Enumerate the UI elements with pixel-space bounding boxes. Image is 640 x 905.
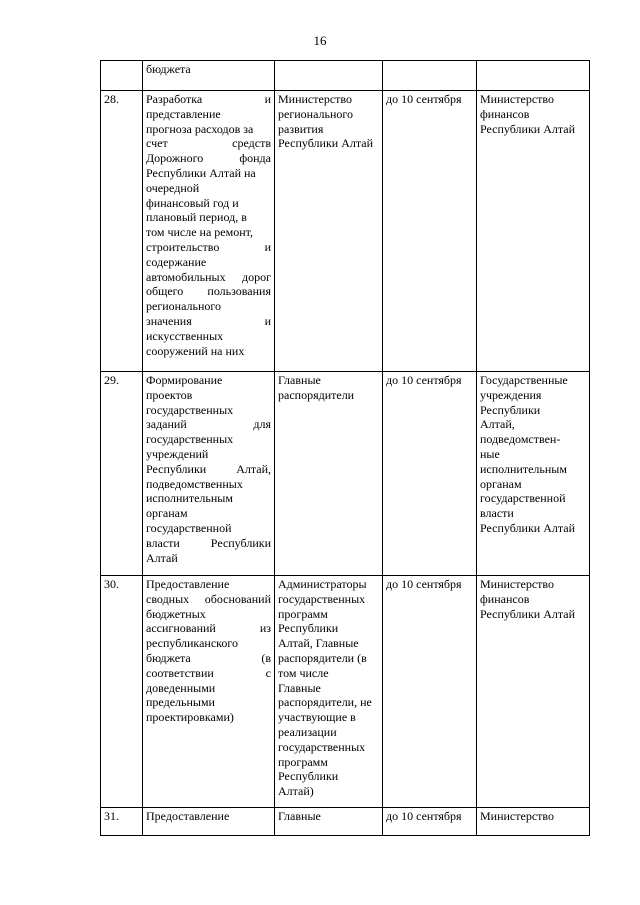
event-text-line: счет средств [146,136,271,151]
event-text-line: очередной [146,180,200,195]
responsible-text-line: Главные [278,373,321,387]
recipient-text-line: Республики Алтай [480,121,575,136]
page-number: 16 [313,33,327,48]
responsible-text-line: Алтай, Главные [278,636,359,651]
event-text-line: доведенными [146,680,216,695]
table-row [101,576,590,808]
recipient-text-line: Министерство [480,577,554,591]
event-text-line: ассигнований из [146,621,271,636]
event-text-line: значения и [146,313,271,328]
event-text-line: содержание [146,254,207,269]
recipient-text-line: учреждения [480,387,542,402]
responsible-text-line: Республики [278,621,339,636]
recipient-text-line: Министерство [480,92,554,106]
table-row [101,61,590,91]
event-text-line: том числе на ремонт, [146,225,253,240]
responsible-text-line: участвующие в [278,710,356,725]
event-text-line: регионального [146,299,222,314]
responsible-cell [275,576,383,808]
table-row [101,808,590,836]
event-text-line: исполнительным [146,491,233,506]
event-text-line: государственных [146,432,234,447]
event-text-line: искусственных [146,328,224,343]
event-text-line: Алтай [146,550,178,565]
responsible-text-line: программ [278,606,328,621]
event-text-line: органам [146,506,188,521]
recipient-text-line: Министерство [480,809,554,823]
event-text-line: Предоставление [146,577,230,591]
event-cell [143,61,275,91]
recipient-text-line: Республики [480,402,541,417]
responsible-text-line: государственных [278,739,366,754]
event-text-line: Республики Алтай, [146,461,271,476]
event-text-line: строительство и [146,239,271,254]
table-row [101,372,590,576]
responsible-text-line: Главные [278,809,321,823]
responsible-text-line: государственных [278,591,366,606]
event-text-line: подведомственных [146,476,243,491]
responsible-text-line: Министерство [278,92,352,106]
event-text-line: представление [146,106,221,121]
recipient-cell [477,372,590,576]
responsible-text-line: распорядители (в [278,650,367,665]
recipient-text-line: финансов [480,106,530,121]
event-cell [143,372,275,576]
event-text-line: проектировками) [146,710,234,725]
recipient-text-line: органам [480,476,522,491]
responsible-cell [275,372,383,576]
deadline-cell: до 10 сентября [383,372,477,576]
deadline-cell: до 10 сентября [383,808,477,836]
recipient-text-line: финансов [480,591,530,606]
recipient-text-line: власти [480,506,514,521]
table-row [101,91,590,372]
event-text-line: прогноза расходов за [146,121,254,136]
event-text-line: заданий для [146,417,271,432]
event-text-line: государственной [146,520,232,535]
event-text-line: государственных [146,402,234,417]
event-text-line: предельными [146,695,215,710]
responsible-text-line: Алтай) [278,784,314,799]
event-text-line: бюджета [146,62,191,76]
event-cell [143,576,275,808]
recipient-cell [477,808,590,836]
row-number-cell: 29. [101,372,143,576]
recipient-text-line: государственной [480,491,566,506]
responsible-text-line: Республики [278,769,339,784]
row-number-cell: 28. [101,91,143,372]
event-text-line: финансовый год и [146,195,239,210]
responsible-cell [275,91,383,372]
event-cell [143,91,275,372]
event-text-line: учреждений [146,446,209,461]
event-text-line: проектов [146,387,193,402]
responsible-text-line: распорядители, не [278,695,372,710]
recipient-text-line: ные [480,446,500,461]
event-text-line: Республики Алтай на [146,165,256,180]
responsible-text-line: реализации [278,724,337,739]
row-number-cell: 31. [101,808,143,836]
responsible-text-line: Главные [278,680,321,695]
deadline-cell [383,61,477,91]
event-text-line: сооружений на них [146,343,245,358]
event-text-line: сводных обоснований [146,591,271,606]
event-text-line: Дорожного фонда [146,151,271,166]
recipient-text-line: Республики Алтай [480,520,575,535]
event-text-line: автомобильных дорог [146,269,271,284]
recipient-cell [477,576,590,808]
deadline-cell: до 10 сентября [383,576,477,808]
recipient-text-line: Государственные [480,373,568,387]
event-text-line: бюджета (в [146,650,271,665]
event-text-line: власти Республики [146,535,271,550]
event-text-line: Формирование [146,373,223,387]
event-text-line: общего пользования [146,284,271,299]
row-number-cell [101,61,143,91]
recipient-cell [477,61,590,91]
event-text-line: бюджетных [146,606,206,621]
recipient-cell [477,91,590,372]
responsible-text-line: программ [278,754,328,769]
event-text-line: Разработка и [146,92,271,106]
recipient-text-line: подведомствен- [480,432,561,447]
plan-table [100,60,590,836]
event-text-line: плановый период, в [146,210,247,225]
responsible-text-line: развития [278,121,324,136]
recipient-text-line: исполнительным [480,461,567,476]
responsible-text-line: Администраторы [278,577,367,591]
event-cell [143,808,275,836]
plan-table-body [101,61,590,836]
responsible-cell [275,808,383,836]
row-number-cell: 30. [101,576,143,808]
event-text-line: республиканского [146,636,238,651]
event-text-line: Предоставление [146,809,230,823]
responsible-text-line: регионального [278,106,354,121]
responsible-text-line: Республики Алтай [278,136,373,151]
recipient-text-line: Республики Алтай [480,606,575,621]
deadline-cell: до 10 сентября [383,91,477,372]
responsible-text-line: распорядители [278,387,355,402]
responsible-text-line: том числе [278,665,329,680]
responsible-cell [275,61,383,91]
event-text-line: соответствии с [146,665,271,680]
recipient-text-line: Алтай, [480,417,515,432]
